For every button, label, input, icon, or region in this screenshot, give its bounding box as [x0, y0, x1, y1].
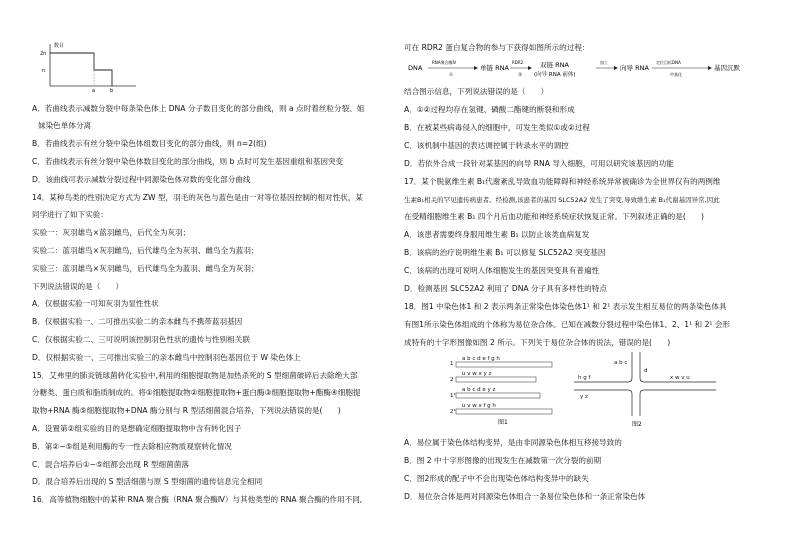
- fig1-label-1p: 1¹: [450, 393, 456, 399]
- q14-experiment-1: 实验一：灰羽雄鸟×蓝羽雌鸟，后代全为灰羽；: [32, 228, 191, 237]
- q16-option-c: C．该机制中基因的表达调控属于转录水平的调控: [404, 141, 569, 150]
- q15-option-a: A．设置第②组实验的目的是想确定细胞提取物中含有转化因子: [32, 424, 242, 433]
- fig1-chrom-2: u v w x y z: [462, 371, 492, 377]
- q13-option-c: C．若曲线表示有丝分裂中染色体数目变化的部分曲线，则 b 点时可发生基因重组和基因突变: [32, 157, 344, 166]
- q17-option-b: B．该病的治疗说明维生素 B₁ 可以修复 SLC52A2 突变基因: [404, 248, 606, 257]
- arrow3-label: 加工: [600, 60, 608, 65]
- q13-option-a-cont: 妹染色单体分离: [38, 121, 92, 130]
- q13-option-b: B．若曲线表示有丝分裂中染色体组数目变化的部分曲线，则 n=2(组): [32, 139, 267, 148]
- fig2-arm-left-top: h g f: [578, 375, 591, 381]
- x-tick-a: a: [92, 88, 96, 92]
- fig2-arm-top-right: d: [644, 368, 648, 374]
- arrow2-label: RDR2: [512, 60, 524, 65]
- arrow2-step: ②: [518, 73, 523, 78]
- q14-option-c: C．仅根据实验二、三可说明该控制羽色性状的遗传与性别相关联: [32, 335, 250, 344]
- q14-experiment-3: 实验三：蓝羽雄鸟×灰羽雌鸟，后代雄鸟全为蓝羽、雌鸟全为灰羽；: [32, 264, 259, 273]
- q17-stem-cont-2: 在受精细胞维生素 B₁ 四个月后血功能和神经系统症状恢复正常。下列叙述正确的是( ): [404, 212, 704, 221]
- rna-pathway-diagram: [408, 56, 784, 82]
- q13-option-d: D．该曲线可表示减数分裂过程中同源染色体对数的变化部分曲线: [32, 175, 251, 184]
- q14-stem-cont: 同学进行了如下实验：: [32, 210, 108, 219]
- arrow1-label: RNA聚合酶Ⅳ: [432, 60, 457, 65]
- y-tick-2n: 2n: [40, 51, 47, 57]
- q15-option-b: B．第②~⑤组是利用酶的专一性去除相应物质观察转化情况: [32, 442, 232, 451]
- q17-option-d: D．检测基因 SLC52A2 利用了 DNA 分子具有多样性的特点: [404, 284, 607, 293]
- q14-stem: 14．某种鸟类的性别决定方式为 ZW 型，羽毛的灰色与蓝色是由一对等位基因控制的相对性状，某: [32, 193, 363, 202]
- q14-option-d: D．仅根据实验一、三可推出实验三的亲本雌鸟中控制羽色基因位于 W 染色体上: [32, 353, 301, 362]
- pathway-double-rna-note: (向导 RNA 前体): [534, 72, 576, 78]
- pathway-silencing: 基因沉默: [714, 64, 740, 72]
- q18-option-d: D．易位杂合体是两对同源染色体组合一条易位染色体和一条正常染色体: [404, 492, 646, 501]
- x-tick-b: b: [110, 88, 114, 92]
- q15-option-d: D．混合培养后出现的 S 型活细菌与原 S 型细菌的遗传信息完全相同: [32, 477, 263, 486]
- q17-stem: 17．某个脱氨维生素 B₁代谢紊乱导致血功能障碍和神经系统异常被确诊为全世界仅有的两例维: [404, 177, 721, 186]
- q14-option-b: B．仅根据实验一、二可推出实验二的亲本雌鸟不携带蓝羽基因: [32, 317, 243, 326]
- q18-option-b: B．图 2 中十字形图像的出现发生在减数第一次分裂的前期: [404, 456, 602, 465]
- arrow4-step: 甲基化: [670, 72, 682, 77]
- fig1-label-1: 1: [450, 361, 454, 367]
- q15-stem-cont-1: 分糖类、蛋白质和脂质制成的。将①细胞提取物②细胞提取物+蛋白酶③细胞提取物+酯酶④细胞提: [32, 388, 361, 397]
- fig1-chrom-1: a b c d e f g h: [462, 356, 500, 362]
- fig2-arm-left-bot: y z: [580, 394, 588, 400]
- q13-option-a: A．若曲线表示减数分裂中每条染色体上 DNA 分子数目变化的部分曲线，则 a 点时着丝粒分裂、姐: [32, 104, 365, 113]
- figure-1-translocation: [450, 354, 560, 426]
- q17-stem-cont-1: 生素B₁相关的罕见遗传病患者。经检测,该患者的基因 SLC52A2 发生了突变,导致维生素 B₁代谢基因异常,因此: [404, 196, 720, 204]
- pathway-dna: DNA: [408, 64, 423, 72]
- q16-option-d: D．若依外合成一段针对某基因的向导 RNA 导入细胞，可用以研究该基因的功能: [404, 159, 674, 168]
- fig1-chrom-2p: u v w x f g h: [462, 403, 496, 409]
- line-graph-figure: [36, 40, 156, 92]
- pathway-guide-rna: 向导 RNA: [620, 64, 649, 72]
- q18-stem-cont-1: 有图1所示染色体组成的个体称为易位杂合体。已知在减数分裂过程中染色体1、2、1¹ 和 2¹ 会形: [404, 320, 731, 329]
- arrow4-label: 定位目标DNA: [656, 60, 681, 65]
- q18-option-c: C．图2形成的配子中不会出现染色体结构变异中的缺失: [404, 474, 589, 483]
- graph-curve: [50, 53, 112, 86]
- q18-stem-cont-2: 成特有的十字形图像如图 2 所示。下列关于易位杂合体的说法，错误的是( ): [404, 338, 671, 347]
- q15-stem: 15．艾弗里的肺炎链球菌转化实验中,利用的细胞提取物是加热杀死的 S 型细菌破碎后去除绝大部: [32, 371, 358, 380]
- q18-stem: 18．图1 中染色体1 和 2 表示两条正常染色体染色体1¹ 和 2¹ 表示发生相互易位的两条染色体具: [404, 302, 727, 311]
- q16-question: 结合图示信息，下列说法错误的是（ ）: [404, 87, 549, 96]
- figure-2-cross-configuration: [570, 350, 720, 428]
- q16-stem: 16．高等植物细胞中的某种 RNA 聚合酶（RNA 聚合酶Ⅳ）与其他类型的 RNA 聚合酶的作用不同,: [32, 495, 363, 504]
- fig2-arm-top-left: a b c: [614, 360, 628, 366]
- q16-option-b: B．在被某些病毒侵入的细胞中，可发生类似①或②过程: [404, 123, 590, 132]
- q14-option-a: A．仅根据实验一可知灰羽为显性性状: [32, 299, 159, 308]
- fig1-label-2p: 2¹: [450, 409, 456, 415]
- pathway-single-rna: 单链 RNA: [480, 64, 509, 72]
- q16-option-a: A．①②过程均存在氢键、磷酸二酯键的断裂和形成: [404, 105, 575, 114]
- arrow1-step: ①: [449, 73, 454, 78]
- y-tick-n: n: [42, 68, 46, 74]
- q14-experiment-2: 实验二：蓝羽雄鸟×灰羽雌鸟，后代雄鸟全为灰羽、雌鸟全为蓝羽；: [32, 246, 259, 255]
- fig1-chrom-1p: a b c d e y z: [462, 387, 496, 393]
- q17-option-c: C．该病的出现可说明人体细胞发生的基因突变具有普遍性: [404, 266, 600, 275]
- fig2-arm-right: x w v u: [670, 375, 690, 381]
- q18-option-a: A．易位属于染色体结构变异，是由非同源染色体相互移接导致的: [404, 438, 622, 447]
- fig1-label-2: 2: [450, 377, 454, 383]
- q17-option-a: A．该患者需要终身服用维生素 B₁ 以防止该类血病复发: [404, 230, 590, 239]
- y-axis-label: 数目: [54, 43, 65, 49]
- fig2-caption: 图2: [632, 421, 642, 428]
- q15-stem-cont-2: 取物+RNA 酶⑤细胞提取物+DNA 酶分别与 R 型活细菌混合培养，下列说法错误的是( ): [32, 406, 341, 415]
- q14-question: 下列说法错误的是（ ）: [32, 282, 124, 291]
- pathway-double-rna: 双链 RNA: [540, 61, 569, 69]
- q16-stem-cont: 可在 RDR2 蛋白复合物的参与下获得如图所示的过程：: [404, 43, 590, 52]
- fig1-caption: 图1: [498, 419, 508, 426]
- q15-option-c: C．混合培养后①~⑤组都会出现 R 型细菌菌落: [32, 460, 189, 469]
